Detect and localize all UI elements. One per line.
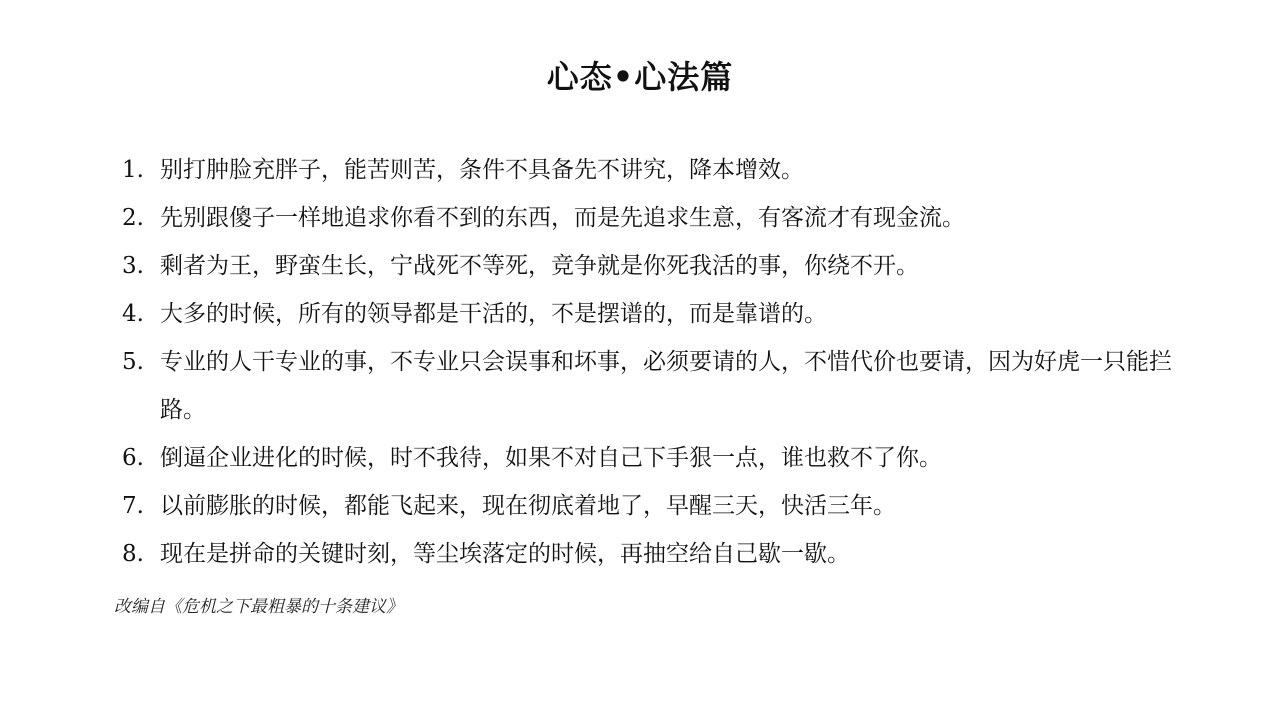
list-item: [116, 242, 1176, 290]
item-number: 2.: [122, 205, 144, 231]
list-item: [116, 434, 1176, 482]
list-item: [116, 530, 1176, 578]
item-text: 倒逼企业进化的时候，时不我待，如果不对自己下手狠一点，谁也救不了你。: [160, 445, 942, 471]
item-number: 8.: [122, 541, 144, 567]
list-item: [116, 146, 1176, 194]
item-number: 6.: [122, 445, 144, 471]
item-number: 4.: [122, 301, 144, 327]
list-item: [116, 194, 1176, 242]
list-item: [116, 482, 1176, 530]
item-number: 5.: [122, 349, 144, 375]
slide-title: 心态•心法篇: [546, 58, 734, 96]
advice-list: [116, 146, 1176, 578]
item-number: 3.: [122, 253, 144, 279]
item-text: 以前膨胀的时候，都能飞起来，现在彻底着地了，早醒三天，快活三年。: [160, 493, 896, 519]
item-number: 7.: [122, 493, 144, 519]
item-text: 专业的人干专业的事，不专业只会误事和坏事，必须要请的人，不惜代价也要请，因为好虎一只能拦路。: [160, 349, 1172, 423]
list-item: [116, 338, 1176, 434]
item-text: 别打肿脸充胖子，能苦则苦，条件不具备先不讲究，降本增效。: [160, 157, 804, 183]
item-number: 1.: [122, 157, 144, 183]
item-text: 剩者为王，野蛮生长，宁战死不等死，竞争就是你死我活的事，你绕不开。: [160, 253, 919, 279]
item-text: 大多的时候，所有的领导都是干活的，不是摆谱的，而是靠谱的。: [160, 301, 827, 327]
list-item: [116, 290, 1176, 338]
item-text: 现在是拼命的关键时刻，等尘埃落定的时候，再抽空给自己歇一歇。: [160, 541, 850, 567]
source-note: 改编自《危机之下最粗暴的十条建议》: [114, 597, 403, 617]
item-text: 先别跟傻子一样地追求你看不到的东西，而是先追求生意，有客流才有现金流。: [160, 205, 965, 231]
